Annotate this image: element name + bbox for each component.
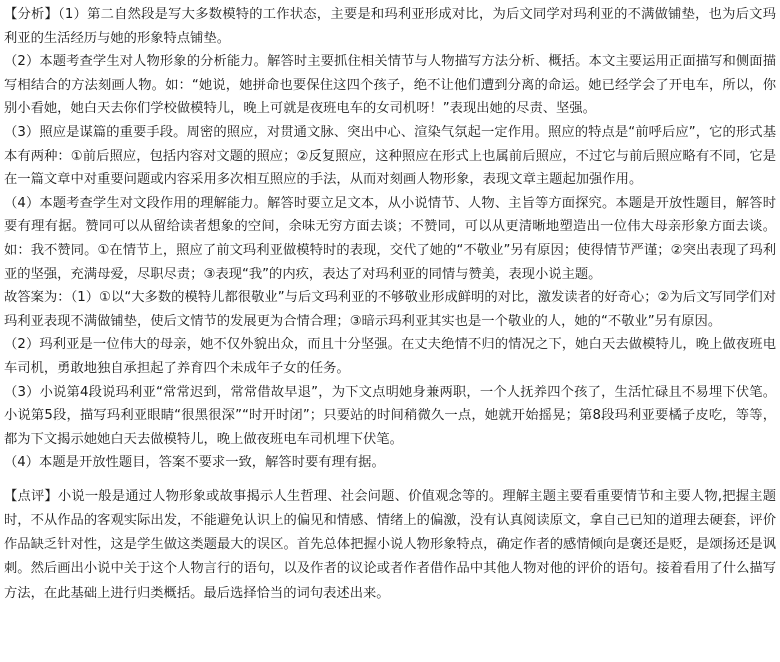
answer-part-1: 故答案为：（1）①以“大多数的模特儿都很敬业”与后文玛利亚的不够敬业形成鲜明的对比，激发读者的好奇心；②为后文写同学们对玛利亚表现不满做铺垫，使后文情节的发展更为合情合理；③暗示玛利亚其实也是一个敬业的人，她的“不敬业”另有原因。: [4, 290, 776, 329]
analysis-part-1: 【分析】（1）第二自然段是写大多数模特的工作状态，主要是和玛利亚形成对比，为后文同学对玛利亚的不满做铺垫，也为后文玛利亚的生活经历与她的形象特点铺垫。: [4, 7, 776, 46]
answer-part-3: （3）小说第4段说玛利亚“常常迟到，常常借故早退”，为下文点明她身兼两职，一个人抚养四个孩了，生活忙碌且不易埋下伏笔。小说第5段，描写玛利亚眼睛“很黑很深”“时开时闭”；只要站的时间稍微久一点，她就开始摇晃；第8段玛利亚要橘子皮吃，等等，都为下文揭示她她白天去做模特儿，晚上做夜班电车司机埋下伏笔。: [4, 384, 776, 447]
analysis-part-4: （4）本题考查学生对文段作用的理解能力。解答时要立足文本，从小说情节、人物、主旨等方面探究。本题是开放性题目，解答时要有理有据。赞同可以从留给读者想象的空间，余味无穷方面去谈；不赞同，可以从更清晰地塑造出一位伟大母亲形象方面去谈。如：我不赞同。①在情节上，照应了前文玛利亚做模特时的表现，交代了她的“不敬业”另有原因；使得情节严谨；②突出表现了玛利亚的坚强，充满母爱，尽职尽责；③表现“我”的内疚，表达了对玛利亚的同情与赞美，表现小说主题。: [4, 195, 776, 282]
analysis-section: [4, 3, 776, 475]
analysis-part-2: （2）本题考查学生对人物形象的分析能力。解答时主要抓住相关情节与人物描写方法分析、概括。本文主要运用正面描写和侧面描写相结合的方法刻画人物。如：“她说，她拼命也要保住这四个孩子，绝不让他们遭到分离的命运。她已经学会了开电车，所以，你别小看她，她白天去你们学校做模特儿，晚上可就是夜班电车的女司机呀！”表现出她的尽责、坚强。: [4, 54, 776, 117]
review-paragraph: 【点评】小说一般是通过人物形象或故事揭示人生哲理、社会问题、价值观念等的。理解主题主要看重要情节和主要人物,把握主题时，不从作品的客观实际出发，不能避免认识上的偏见和情感、情绪上的偏激，没有认真阅读原文，拿自己已知的道理去硬套，评价作品缺乏针对性，这是学生做这类题最大的误区。首先总体把握小说人物形象特点，确定作者的感情倾向是褒还是贬，是颂扬还是讽刺。然后画出小说中关于这个人物言行的语句，以及作者的议论或者作者借作品中其他人物对他的评价的语句。接着看用了什么描写方法，在此基础上进行归类概括。最后选择恰当的词句表述出来。: [4, 488, 776, 601]
analysis-part-3: （3）照应是谋篇的重要手段。周密的照应，对贯通文脉、突出中心、渲染气氛起一定作用。照应的特点是“前呼后应”，它的形式基本有两种：①前后照应，包括内容对文题的照应；②反复照应，这种照应在形式上也属前后照应，不过它与前后照应略有不同，它是在一篇文章中对重要问题或内容采用多次相互照应的手法，从而对刻画人物形象，表现文章主题起加强作用。: [4, 124, 776, 188]
answer-part-2: （2）玛利亚是一位伟大的母亲，她不仅外貌出众，而且十分坚强。在丈夫绝情不归的情况之下，她白天去做模特儿，晚上做夜班电车司机，勇敢地独自承担起了养育四个未成年子女的任务。: [4, 337, 776, 376]
answer-part-4: （4）本题是开放性题目，答案不要求一致，解答时要有理有据。: [4, 455, 385, 471]
review-section: [4, 485, 776, 606]
